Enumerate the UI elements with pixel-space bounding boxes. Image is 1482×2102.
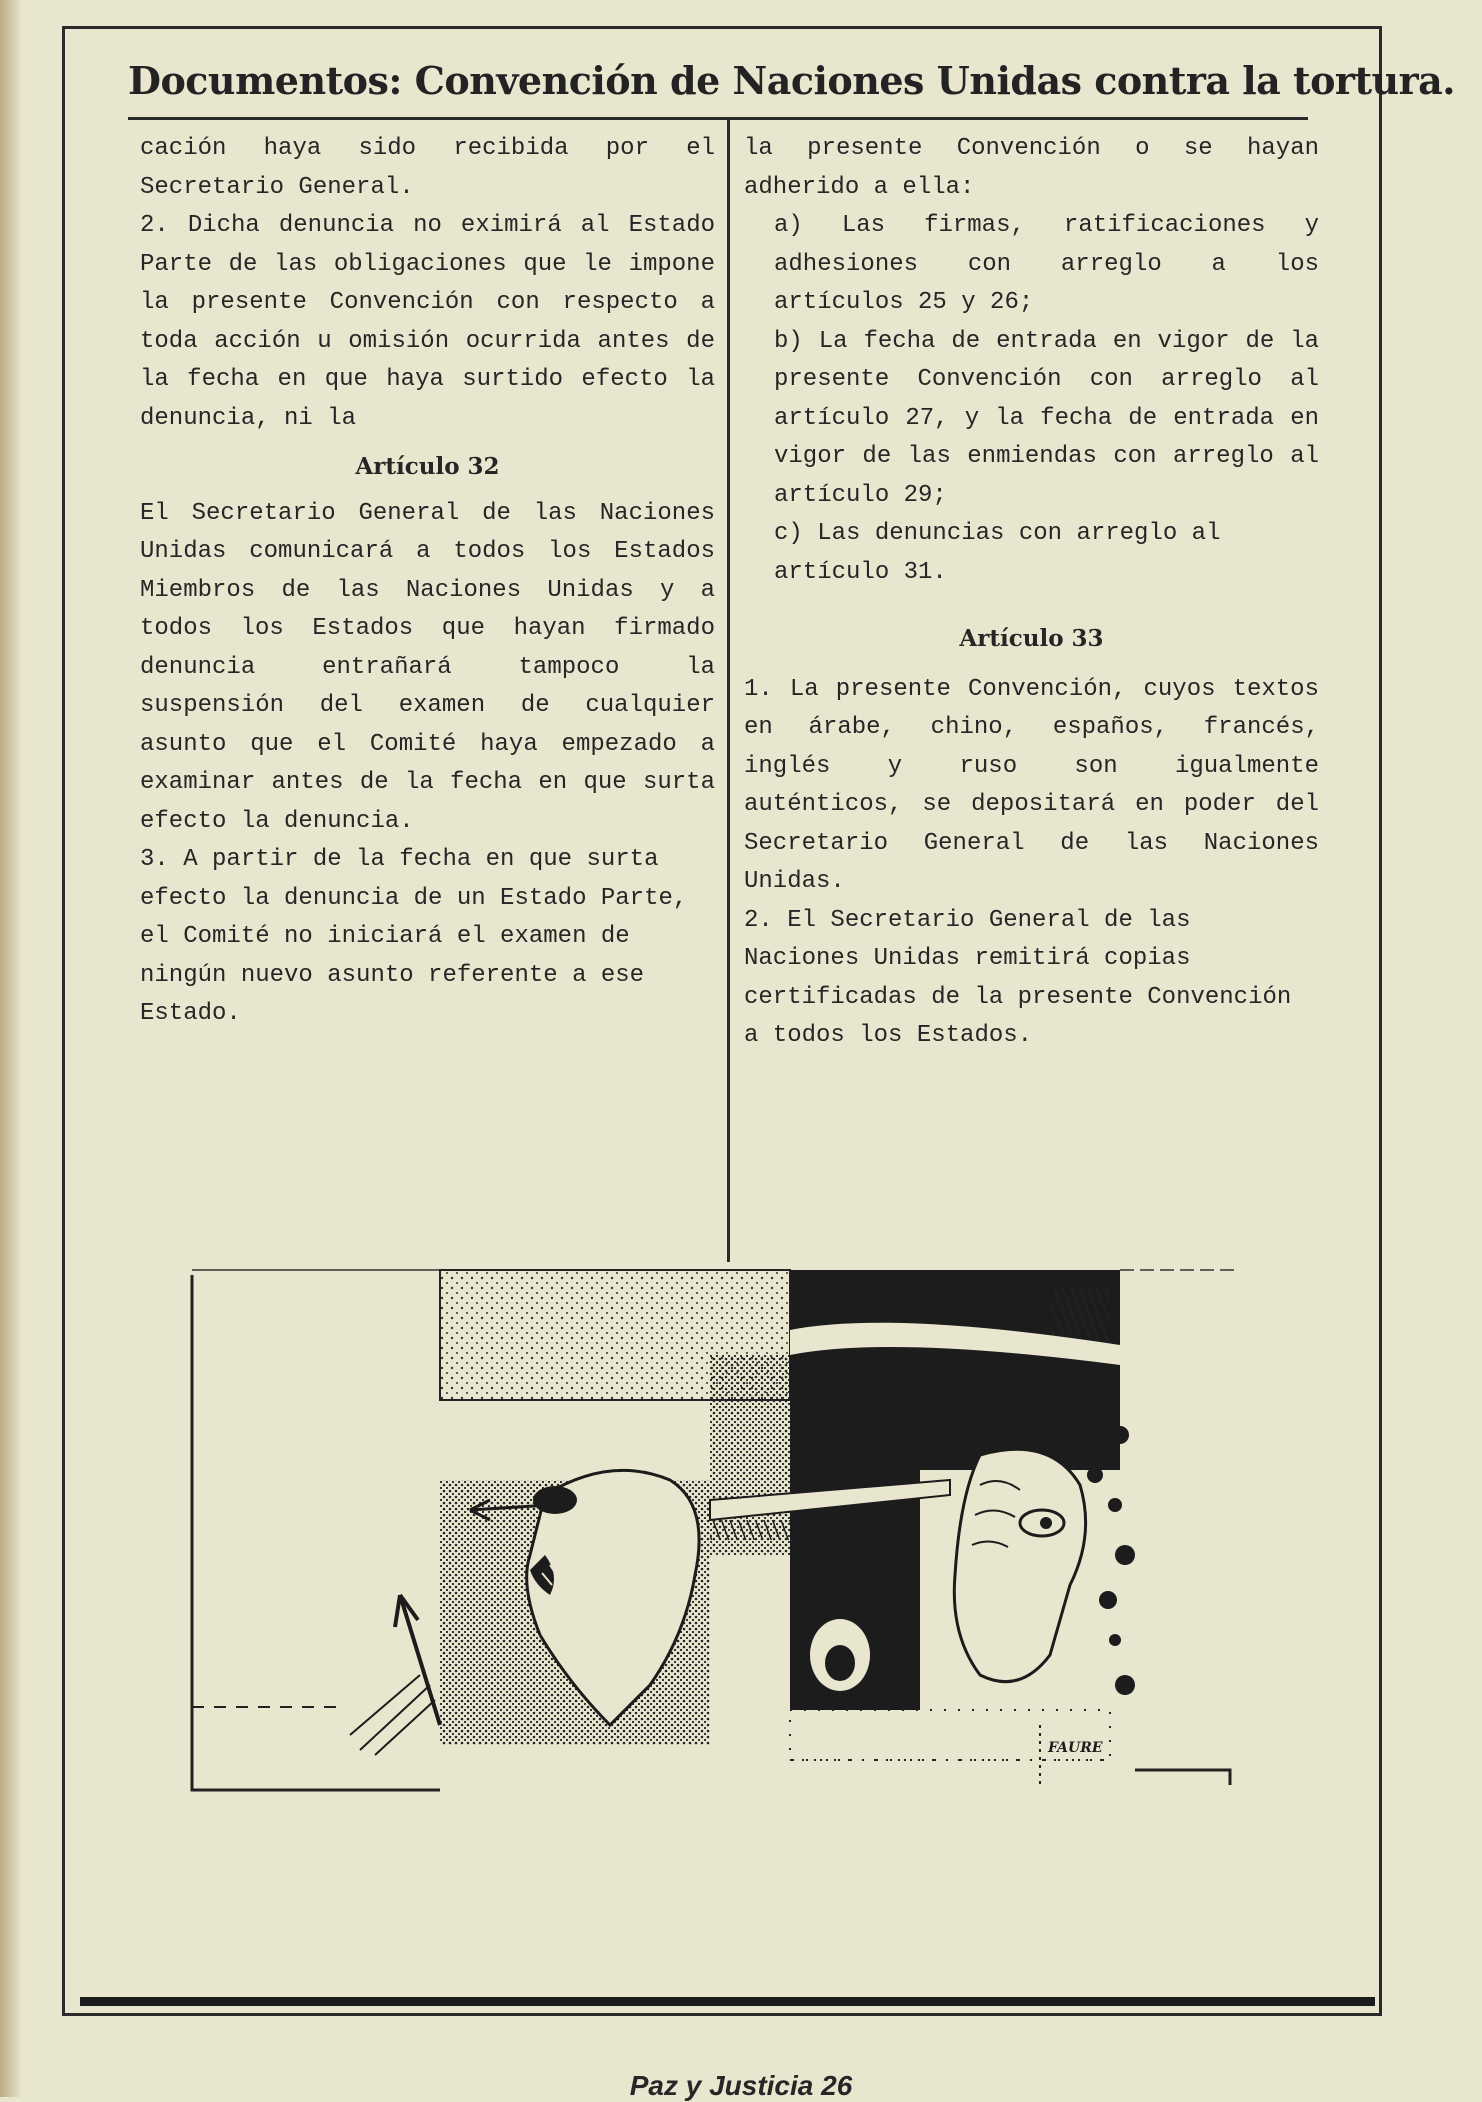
page-footer xyxy=(0,2070,1482,2102)
title-rule xyxy=(128,117,1308,120)
illustration-drawing xyxy=(190,1255,1240,1805)
paragraph: cación haya sido recibida por el Secretario General. xyxy=(140,135,715,201)
article-heading: Artículo 32 xyxy=(355,453,500,480)
left-column xyxy=(140,130,715,1034)
page-binding-edge xyxy=(0,0,22,2097)
paragraph: 2. El Secretario General de las Naciones Unidas remitirá copias certificadas de la presente Convención a todos los Estados. xyxy=(744,906,1292,1049)
list-item: c) Las denuncias con arreglo al artículo 31. xyxy=(774,520,1221,586)
illustration xyxy=(190,1255,1240,1805)
paragraph: 2. Dicha denuncia no eximirá al Estado Parte de las obligaciones que le impone la presente Convención con respecto a toda acción u omisión ocurrida antes de la fecha en que haya surtido efecto la denuncia, ni la xyxy=(140,212,715,432)
paragraph: 3. A partir de la fecha en que surta efecto la denuncia de un Estado Parte, el Comité no iniciará el examen de ningún nuevo asunto referente a ese Estado. xyxy=(140,846,688,1027)
paragraph: la presente Convención o se hayan adherido a ella: xyxy=(744,135,1319,201)
paragraph: El Secretario General de las Naciones Unidas comunicará a todos los Estados Miembros de las Naciones Unidas y a todos los Estados que hayan firmado denuncia entrañará tampoco la suspensión del examen de cualquier asunto que el Comité haya empezado a examinar antes de la fecha en que surta efecto la denuncia. xyxy=(140,499,715,835)
page-title: Documentos: Convención de Naciones Unidas contra la tortura. xyxy=(128,58,1455,103)
list-item: a) Las firmas, ratificaciones y adhesiones con arreglo a los artículos 25 y 26; xyxy=(774,212,1319,316)
page-number: 26 xyxy=(821,2070,853,2101)
right-column xyxy=(744,130,1319,1056)
artist-signature: FAURE xyxy=(1048,1740,1103,1756)
article-heading: Artículo 33 xyxy=(959,625,1104,652)
paragraph: 1. La presente Convención, cuyos textos en árabe, chino, españos, francés, inglés y ruso son igualmente auténticos, se depositará en poder del Secretario General de las Naciones Unidas. xyxy=(744,675,1319,895)
column-divider xyxy=(727,117,730,1262)
publication-name: Paz y Justicia xyxy=(629,2070,814,2101)
bottom-rule xyxy=(80,1997,1375,2006)
header xyxy=(128,58,1455,120)
list-item: b) La fecha de entrada en vigor de la presente Convención con arreglo al artículo 27, y la fecha de entrada en vigor de las enmiendas con arreglo al artículo 29; xyxy=(774,327,1319,509)
